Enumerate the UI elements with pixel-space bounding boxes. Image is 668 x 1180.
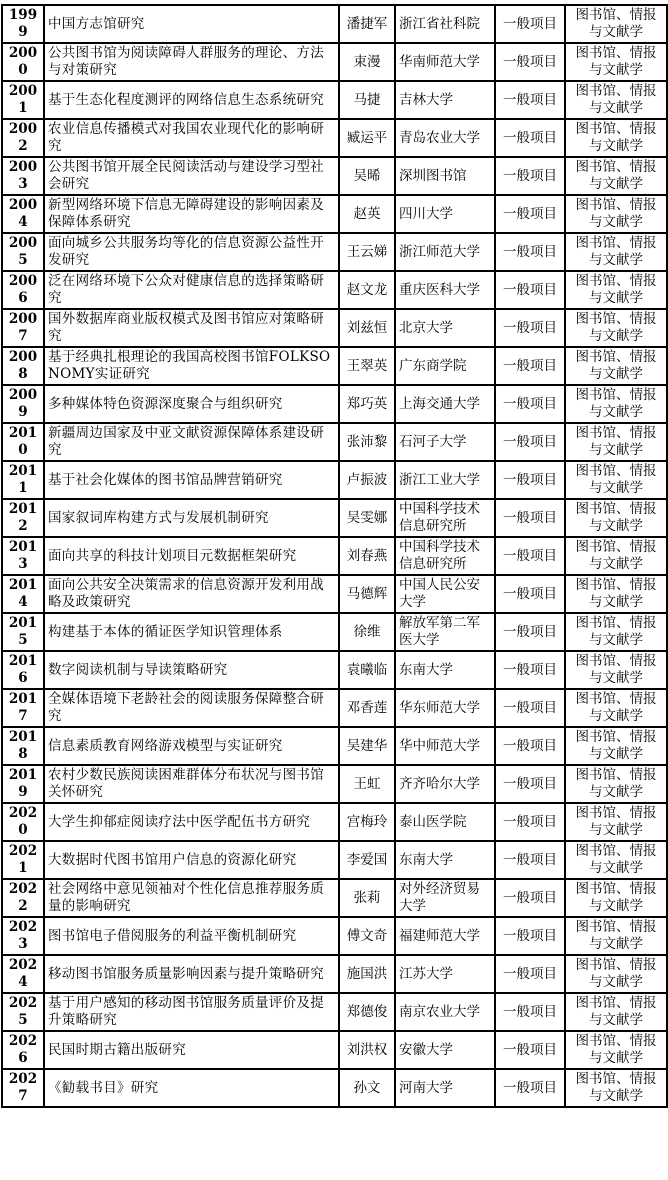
project-category: 一般项目	[495, 43, 565, 81]
project-number: 2024	[2, 955, 44, 993]
table-row	[2, 309, 667, 347]
project-discipline: 图书馆、情报与文献学	[565, 993, 667, 1031]
project-discipline: 图书馆、情报与文献学	[565, 157, 667, 195]
project-number: 2015	[2, 613, 44, 651]
project-title: 构建基于本体的循证医学知识管理体系	[44, 613, 339, 651]
project-discipline: 图书馆、情报与文献学	[565, 575, 667, 613]
project-discipline: 图书馆、情报与文献学	[565, 347, 667, 385]
table-row	[2, 879, 667, 917]
project-title: 面向共享的科技计划项目元数据框架研究	[44, 537, 339, 575]
project-category: 一般项目	[495, 157, 565, 195]
project-list-document	[1, 4, 668, 1108]
project-lead: 李爱国	[339, 841, 395, 879]
project-title: 公共图书馆开展全民阅读活动与建设学习型社会研究	[44, 157, 339, 195]
project-discipline: 图书馆、情报与文献学	[565, 461, 667, 499]
project-number: 2027	[2, 1069, 44, 1107]
project-discipline: 图书馆、情报与文献学	[565, 233, 667, 271]
project-institution: 深圳图书馆	[395, 157, 495, 195]
project-discipline: 图书馆、情报与文献学	[565, 271, 667, 309]
table-row	[2, 1069, 667, 1107]
project-title: 新型网络环境下信息无障碍建设的影响因素及保障体系研究	[44, 195, 339, 233]
project-title: 数字阅读机制与导读策略研究	[44, 651, 339, 689]
project-title: 信息素质教育网络游戏模型与实证研究	[44, 727, 339, 765]
project-lead: 孙文	[339, 1069, 395, 1107]
project-institution: 江苏大学	[395, 955, 495, 993]
project-institution: 福建师范大学	[395, 917, 495, 955]
project-number: 2012	[2, 499, 44, 537]
project-institution: 四川大学	[395, 195, 495, 233]
project-number: 2005	[2, 233, 44, 271]
project-title: 农业信息传播模式对我国农业现代化的影响研究	[44, 119, 339, 157]
table-row	[2, 461, 667, 499]
project-number: 2026	[2, 1031, 44, 1069]
project-number: 1999	[2, 5, 44, 43]
table-row	[2, 803, 667, 841]
project-category: 一般项目	[495, 803, 565, 841]
project-discipline: 图书馆、情报与文献学	[565, 651, 667, 689]
table-row	[2, 347, 667, 385]
project-table	[1, 4, 668, 1108]
project-category: 一般项目	[495, 727, 565, 765]
project-lead: 吴晞	[339, 157, 395, 195]
project-institution: 齐齐哈尔大学	[395, 765, 495, 803]
table-row	[2, 423, 667, 461]
project-lead: 吴建华	[339, 727, 395, 765]
project-institution: 中国科学技术信息研究所	[395, 499, 495, 537]
project-title: 社会网络中意见领袖对个性化信息推荐服务质量的影响研究	[44, 879, 339, 917]
project-lead: 刘兹恒	[339, 309, 395, 347]
project-category: 一般项目	[495, 81, 565, 119]
project-discipline: 图书馆、情报与文献学	[565, 5, 667, 43]
project-title: 面向公共安全决策需求的信息资源开发利用战略及政策研究	[44, 575, 339, 613]
project-category: 一般项目	[495, 347, 565, 385]
project-lead: 吴雯娜	[339, 499, 395, 537]
project-discipline: 图书馆、情报与文献学	[565, 689, 667, 727]
project-number: 2019	[2, 765, 44, 803]
table-row	[2, 1031, 667, 1069]
project-number: 2007	[2, 309, 44, 347]
project-title: 大数据时代图书馆用户信息的资源化研究	[44, 841, 339, 879]
project-number: 2009	[2, 385, 44, 423]
project-institution: 华中师范大学	[395, 727, 495, 765]
project-category: 一般项目	[495, 309, 565, 347]
project-institution: 华东师范大学	[395, 689, 495, 727]
table-row	[2, 841, 667, 879]
project-lead: 马捷	[339, 81, 395, 119]
project-category: 一般项目	[495, 461, 565, 499]
project-discipline: 图书馆、情报与文献学	[565, 613, 667, 651]
project-title: 基于经典扎根理论的我国高校图书馆FOLKSONOMY实证研究	[44, 347, 339, 385]
project-lead: 赵文龙	[339, 271, 395, 309]
project-category: 一般项目	[495, 271, 565, 309]
project-institution: 北京大学	[395, 309, 495, 347]
table-row	[2, 575, 667, 613]
project-discipline: 图书馆、情报与文献学	[565, 385, 667, 423]
project-institution: 石河子大学	[395, 423, 495, 461]
project-number: 2000	[2, 43, 44, 81]
project-discipline: 图书馆、情报与文献学	[565, 1069, 667, 1107]
project-category: 一般项目	[495, 499, 565, 537]
project-discipline: 图书馆、情报与文献学	[565, 879, 667, 917]
project-institution: 上海交通大学	[395, 385, 495, 423]
table-row	[2, 955, 667, 993]
project-title: 多种媒体特色资源深度聚合与组织研究	[44, 385, 339, 423]
project-lead: 卢振波	[339, 461, 395, 499]
project-category: 一般项目	[495, 841, 565, 879]
project-institution: 南京农业大学	[395, 993, 495, 1031]
project-lead: 刘春燕	[339, 537, 395, 575]
project-institution: 重庆医科大学	[395, 271, 495, 309]
table-row	[2, 651, 667, 689]
table-row	[2, 499, 667, 537]
project-title: 农村少数民族阅读困难群体分布状况与图书馆关怀研究	[44, 765, 339, 803]
project-category: 一般项目	[495, 955, 565, 993]
project-number: 2006	[2, 271, 44, 309]
project-title: 新疆周边国家及中亚文献资源保障体系建设研究	[44, 423, 339, 461]
project-category: 一般项目	[495, 993, 565, 1031]
project-institution: 浙江省社科院	[395, 5, 495, 43]
project-title: 国家叙词库构建方式与发展机制研究	[44, 499, 339, 537]
project-number: 2004	[2, 195, 44, 233]
project-title: 《勧载书目》研究	[44, 1069, 339, 1107]
project-lead: 王云娣	[339, 233, 395, 271]
table-row	[2, 765, 667, 803]
project-number: 2014	[2, 575, 44, 613]
project-title: 国外数据库商业版权模式及图书馆应对策略研究	[44, 309, 339, 347]
project-category: 一般项目	[495, 423, 565, 461]
project-discipline: 图书馆、情报与文献学	[565, 537, 667, 575]
project-title: 大学生抑郁症阅读疗法中医学配伍书方研究	[44, 803, 339, 841]
table-row	[2, 613, 667, 651]
project-title: 图书馆电子借阅服务的利益平衡机制研究	[44, 917, 339, 955]
project-lead: 张沛黎	[339, 423, 395, 461]
project-institution: 华南师范大学	[395, 43, 495, 81]
project-category: 一般项目	[495, 195, 565, 233]
project-category: 一般项目	[495, 917, 565, 955]
project-number: 2018	[2, 727, 44, 765]
project-category: 一般项目	[495, 651, 565, 689]
project-institution: 青岛农业大学	[395, 119, 495, 157]
table-row	[2, 271, 667, 309]
project-title: 基于社会化媒体的图书馆品牌营销研究	[44, 461, 339, 499]
project-category: 一般项目	[495, 119, 565, 157]
project-discipline: 图书馆、情报与文献学	[565, 43, 667, 81]
project-category: 一般项目	[495, 233, 565, 271]
project-title: 基于用户感知的移动图书馆服务质量评价及提升策略研究	[44, 993, 339, 1031]
project-discipline: 图书馆、情报与文献学	[565, 727, 667, 765]
project-title: 全媒体语境下老龄社会的阅读服务保障整合研究	[44, 689, 339, 727]
project-lead: 束漫	[339, 43, 395, 81]
project-lead: 宫梅玲	[339, 803, 395, 841]
project-institution: 东南大学	[395, 651, 495, 689]
project-title: 面向城乡公共服务均等化的信息资源公益性开发研究	[44, 233, 339, 271]
project-number: 2025	[2, 993, 44, 1031]
project-title: 移动图书馆服务质量影响因素与提升策略研究	[44, 955, 339, 993]
project-lead: 赵英	[339, 195, 395, 233]
project-category: 一般项目	[495, 613, 565, 651]
project-lead: 王翠英	[339, 347, 395, 385]
project-title: 中国方志馆研究	[44, 5, 339, 43]
project-title: 公共图书馆为阅读障碍人群服务的理论、方法与对策研究	[44, 43, 339, 81]
project-number: 2020	[2, 803, 44, 841]
project-lead: 马德辉	[339, 575, 395, 613]
project-lead: 徐维	[339, 613, 395, 651]
project-title: 民国时期古籍出版研究	[44, 1031, 339, 1069]
project-institution: 安徽大学	[395, 1031, 495, 1069]
project-lead: 袁曦临	[339, 651, 395, 689]
project-discipline: 图书馆、情报与文献学	[565, 195, 667, 233]
project-number: 2022	[2, 879, 44, 917]
project-category: 一般项目	[495, 575, 565, 613]
project-number: 2008	[2, 347, 44, 385]
project-lead: 张莉	[339, 879, 395, 917]
project-discipline: 图书馆、情报与文献学	[565, 917, 667, 955]
project-number: 2016	[2, 651, 44, 689]
table-row	[2, 195, 667, 233]
project-table-body	[2, 5, 667, 1107]
project-category: 一般项目	[495, 765, 565, 803]
project-number: 2010	[2, 423, 44, 461]
project-institution: 浙江工业大学	[395, 461, 495, 499]
table-row	[2, 157, 667, 195]
table-row	[2, 727, 667, 765]
project-discipline: 图书馆、情报与文献学	[565, 499, 667, 537]
project-number: 2021	[2, 841, 44, 879]
project-lead: 潘捷军	[339, 5, 395, 43]
project-discipline: 图书馆、情报与文献学	[565, 119, 667, 157]
table-row	[2, 537, 667, 575]
project-number: 2002	[2, 119, 44, 157]
project-title: 基于生态化程度测评的网络信息生态系统研究	[44, 81, 339, 119]
project-lead: 傅文奇	[339, 917, 395, 955]
project-number: 2001	[2, 81, 44, 119]
project-institution: 浙江师范大学	[395, 233, 495, 271]
project-title: 泛在网络环境下公众对健康信息的选择策略研究	[44, 271, 339, 309]
project-discipline: 图书馆、情报与文献学	[565, 955, 667, 993]
project-institution: 河南大学	[395, 1069, 495, 1107]
project-discipline: 图书馆、情报与文献学	[565, 765, 667, 803]
project-discipline: 图书馆、情报与文献学	[565, 1031, 667, 1069]
project-institution: 吉林大学	[395, 81, 495, 119]
project-discipline: 图书馆、情报与文献学	[565, 309, 667, 347]
project-lead: 王虹	[339, 765, 395, 803]
project-number: 2023	[2, 917, 44, 955]
project-category: 一般项目	[495, 5, 565, 43]
project-lead: 邓香莲	[339, 689, 395, 727]
project-institution: 中国科学技术信息研究所	[395, 537, 495, 575]
project-number: 2013	[2, 537, 44, 575]
project-category: 一般项目	[495, 385, 565, 423]
project-lead: 施国洪	[339, 955, 395, 993]
table-row	[2, 917, 667, 955]
project-category: 一般项目	[495, 1069, 565, 1107]
project-lead: 郑巧英	[339, 385, 395, 423]
project-institution: 泰山医学院	[395, 803, 495, 841]
project-discipline: 图书馆、情报与文献学	[565, 423, 667, 461]
project-category: 一般项目	[495, 1031, 565, 1069]
table-row	[2, 43, 667, 81]
project-discipline: 图书馆、情报与文献学	[565, 841, 667, 879]
table-row	[2, 233, 667, 271]
project-institution: 中国人民公安大学	[395, 575, 495, 613]
project-institution: 东南大学	[395, 841, 495, 879]
project-institution: 解放军第二军医大学	[395, 613, 495, 651]
table-row	[2, 689, 667, 727]
project-number: 2011	[2, 461, 44, 499]
project-institution: 广东商学院	[395, 347, 495, 385]
table-row	[2, 119, 667, 157]
project-discipline: 图书馆、情报与文献学	[565, 81, 667, 119]
table-row	[2, 993, 667, 1031]
project-lead: 刘洪权	[339, 1031, 395, 1069]
table-row	[2, 81, 667, 119]
project-institution: 对外经济贸易大学	[395, 879, 495, 917]
project-lead: 臧运平	[339, 119, 395, 157]
project-discipline: 图书馆、情报与文献学	[565, 803, 667, 841]
project-category: 一般项目	[495, 537, 565, 575]
table-row	[2, 5, 667, 43]
project-category: 一般项目	[495, 879, 565, 917]
project-lead: 郑德俊	[339, 993, 395, 1031]
project-number: 2003	[2, 157, 44, 195]
project-category: 一般项目	[495, 689, 565, 727]
table-row	[2, 385, 667, 423]
project-number: 2017	[2, 689, 44, 727]
